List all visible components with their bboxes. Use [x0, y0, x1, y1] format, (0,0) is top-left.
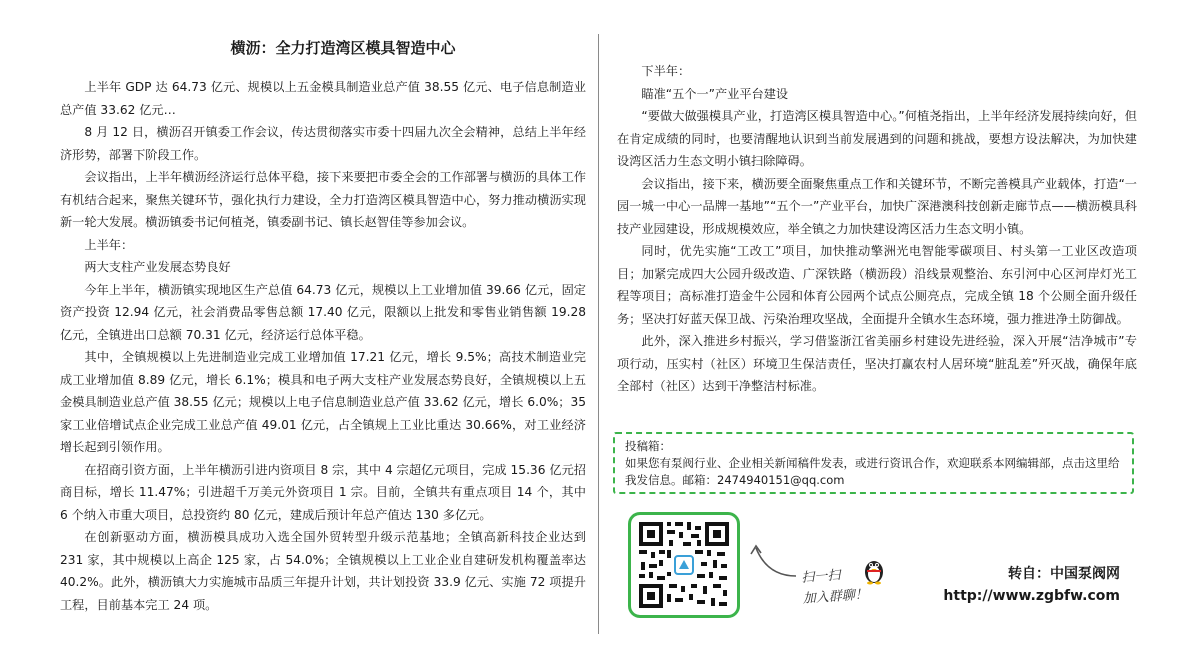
contribution-heading: 投稿箱：: [625, 439, 671, 453]
article-paragraph: 在创新驱动方面，横沥模具成功入选全国外贸转型升级示范基地；全镇高新科技企业达到 231 家，其中规模以上高企 125 家，占 54.0%；全镇规模以上工业企业自建研发机构覆盖率达 40.2%。此外，横沥镇大力实施城市品质三年提升计划，共计划投资 33.9 亿元、实施 72 项提升工程，目前基本完工 24 项。: [60, 530, 586, 612]
scan-join-text: [801, 560, 914, 610]
section-heading: 下半年：: [641, 64, 691, 78]
source-label: 转自：中国泵阀网: [1008, 566, 1120, 582]
article-paragraph: 上半年 GDP 达 64.73 亿元、规模以上五金模具制造业总产值 38.55 亿元、电子信息制造业总产值 33.62 亿元…: [60, 80, 586, 117]
column-divider: [598, 34, 599, 634]
source-attribution: [940, 563, 1120, 607]
article-paragraph: 会议指出，接下来，横沥要全面聚焦重点工作和关键环节，不断完善模具产业载体，打造“一园一城一中心一品牌一基地”“五个一”产业平台，加快广深港澳科技创新走廊节点——横沥模具科技产业园建设，形成规模效应，举全镇之力加快建设湾区活力生态文明小镇。: [617, 176, 1137, 236]
article-paragraph: 其中，全镇规模以上先进制造业完成工业增加值 17.21 亿元，增长 9.5%；高技术制造业完成工业增加值 8.89 亿元，增长 6.1%；模具和电子两大支柱产业发展态势良好，全镇规模以上五金模具制造业总产值 38.55 亿元；规模以上电子信息制造业总产值 33.62 亿元，增长 6.0%；35 家工业倍增试点企业完成工业总产值 49.01 亿元，占全镇规上工业比重达 30.66%，对工业经济增长起到引领作用。: [60, 350, 586, 454]
article-right-column: [617, 60, 1137, 398]
article-paragraph: 会议指出，上半年横沥经济运行总体平稳，接下来要把市委全会的工作部署与横沥的具体工作有机结合起来，聚焦关键环节，强化执行力建设，全力打造湾区模具智造中心，努力推动横沥实现新一轮大发展。横沥镇委书记何植尧，镇委副书记、镇长赵智佳等参加会议。: [60, 170, 586, 229]
penguin-mascot-icon: [862, 555, 886, 585]
source-url[interactable]: http://www.zgbfw.com: [943, 588, 1120, 604]
article-paragraph: 8 月 12 日，横沥召开镇委工作会议，传达贯彻落实市委十四届九次全会精神，总结上半年经济形势，部署下阶段工作。: [60, 125, 586, 162]
contribution-text[interactable]: 如果您有泵阀行业、企业相关新闻稿件发表，或进行资讯合作，欢迎联系本网编辑部，点击这里给我发信息。邮箱：2474940151@qq.com: [625, 456, 1120, 487]
article-paragraph: “要做大做强模具产业，打造湾区模具智造中心。”何植尧指出，上半年经济发展持续向好，但在肯定成绩的同时，也要清醒地认识到当前发展遇到的问题和挑战，要想方设法解决，为加快建设湾区活力生态文明小镇扫除障碍。: [617, 109, 1137, 168]
source-url-link[interactable]: [940, 585, 1120, 607]
section-heading: 上半年：: [84, 237, 134, 252]
qr-code-frame: [628, 512, 740, 618]
article-paragraph: 今年上半年，横沥镇实现地区生产总值 64.73 亿元，规模以上工业增加值 39.66 亿元，固定资产投资 12.94 亿元，社会消费品零售总额 17.40 亿元，限额以上批发和零售业销售额 19.28 亿元，全镇进出口总额 70.31 亿元，经济运行总体平稳。: [60, 282, 586, 342]
article-paragraph: 在招商引资方面，上半年横沥引进内资项目 8 宗，其中 4 宗超亿元项目，完成 15.36 亿元招商目标，增长 11.47%；引进超千万美元外资项目 1 宗。目前，全镇共有重点项目 14 个，其中 6 个纳入市重大项目，总投资约 80 亿元，建成后预计年总产值达 130 多亿元。: [60, 462, 586, 522]
article-paragraph: 同时，优先实施“工改工”项目，加快推动擎洲光电智能零碳项目、村头第一工业区改造项目；加紧完成四大公园升级改造、广深铁路（横沥段）沿线景观整治、东引河中心区河岸灯光工程等项目；高标准打造金牛公园和体育公园两个试点公厕亮点，完成全镇 18 个公厕全面升级任务；坚决打好蓝天保卫战、污染治理攻坚战，全面提升全镇水生态环境，强力推进净土防御战。: [617, 244, 1137, 326]
scan-line-2: 加入群聊！: [802, 587, 869, 607]
scan-line-1: 扫一扫: [800, 568, 841, 586]
contribution-box[interactable]: [613, 432, 1134, 494]
curved-arrow-icon: [748, 540, 800, 584]
section-subheading: 瞄准“五个一”产业平台建设: [641, 86, 789, 101]
qr-code-icon: [637, 520, 731, 610]
article-paragraph: 此外，深入推进乡村振兴，学习借鉴浙江省美丽乡村建设先进经验，深入开展“洁净城市”专项行动，压实村（社区）环境卫生保洁责任，坚决打赢农村人居环境“脏乱差”歼灭战，确保年底全部村（社区）达到干净整洁村标准。: [617, 334, 1137, 393]
section-subheading: 两大支柱产业发展态势良好: [84, 260, 231, 274]
article-title: 横沥：全力打造湾区模具智造中心: [230, 39, 456, 57]
article-left-column: [60, 38, 586, 616]
